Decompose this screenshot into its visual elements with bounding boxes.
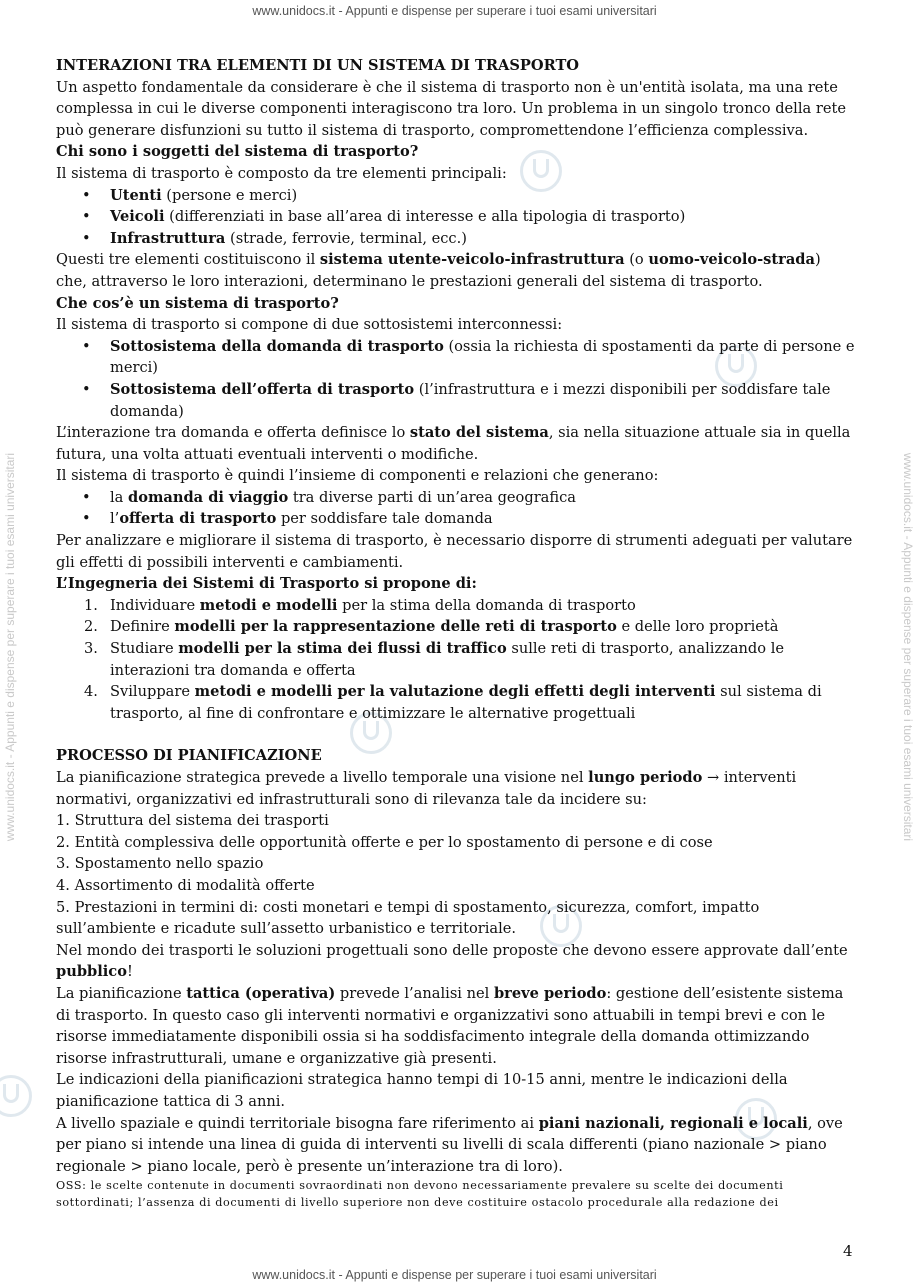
paragraph: Un aspetto fondamentale da considerare è che il sistema di trasporto non è un'entità isolata, ma una rete complessa in cui le diverse componenti interagiscono tra loro. Un problema in un singolo tronco della rete può generare disfunzioni su tutto il sistema di trasporto, compromettendone l’efficienza complessiva. xyxy=(56,78,846,139)
goals-list xyxy=(56,595,856,725)
paragraph: Il sistema di trasporto si compone di due sottosistemi interconnessi: xyxy=(56,316,563,334)
list-item: 4. Sviluppare metodi e modelli per la valutazione degli effetti degli interventi sul sistema di trasporto, al fine di confrontare e ottimizzare le alternative progettuali xyxy=(84,683,822,722)
watermark-logo-icon xyxy=(0,1075,32,1117)
list-item: • Utenti (persone e merci) xyxy=(56,185,856,207)
section-title: PROCESSO DI PIANIFICAZIONE xyxy=(56,747,322,765)
paragraph: Il sistema di trasporto è composto da tre elementi principali: xyxy=(56,164,507,182)
list-item: 2. Entità complessiva delle opportunità offerte e per lo spostamento di persone e di cose xyxy=(56,833,713,851)
list-item: 5. Prestazioni in termini di: costi monetari e tempi di spostamento, sicurezza, comfort, impatto sull’ambiente e ricadute sull’assetto urbanistico e territoriale. xyxy=(56,898,760,938)
generates-list xyxy=(56,487,856,530)
list-item: 3. Spostamento nello spazio xyxy=(56,855,264,873)
list-item: 1. Individuare metodi e modelli per la stima della domanda di trasporto xyxy=(84,596,636,614)
paragraph: La pianificazione tattica (operativa) prevede l’analisi nel breve periodo: gestione dell’esistente sistema di trasporto. In questo caso gli interventi normativi e organizzativi sono attuabili in tempi brevi e con le risorse immediatamente disponibili ossia si ha soddisfacimento integrale della domanda ottimizzando risorse infrastrutturali, umane e organizzative già presenti. xyxy=(56,984,844,1067)
subheading: Che cos’è un sistema di trasporto? xyxy=(56,294,339,312)
subheading: Chi sono i soggetti del sistema di trasporto? xyxy=(56,143,419,161)
paragraph: Per analizzare e migliorare il sistema di trasporto, è necessario disporre di strumenti adeguati per valutare gli effetti di possibili interventi e cambiamenti. xyxy=(56,532,853,571)
page-number: 4 xyxy=(843,1242,853,1260)
paragraph: Questi tre elementi costituiscono il sistema utente-veicolo-infrastruttura (o uomo-veicolo-strada) che, attraverso le loro interazioni, determinano le prestazioni generali del sistema di trasporto. xyxy=(56,251,821,290)
list-item: 2. Definire modelli per la rappresentazione delle reti di trasporto e delle loro proprietà xyxy=(84,618,779,636)
list-item: • la domanda di viaggio tra diverse parti di un’area geografica xyxy=(56,487,856,509)
list-item: • Veicoli (differenziati in base all’area di interesse e alla tipologia di trasporto) xyxy=(56,206,856,228)
paragraph: Il sistema di trasporto è quindi l’insieme di componenti e relazioni che generano: xyxy=(56,467,659,485)
header-banner: www.unidocs.it - Appunti e dispense per superare i tuoi esami universitari xyxy=(252,4,657,18)
list-item: • l’offerta di trasporto per soddisfare tale domanda xyxy=(56,508,856,530)
paragraph: La pianificazione strategica prevede a livello temporale una visione nel lungo periodo → interventi normativi, organizzativi ed infrastrutturali sono di rilevanza tale da incidere su: xyxy=(56,769,797,808)
section-title: INTERAZIONI TRA ELEMENTI DI UN SISTEMA DI TRASPORTO xyxy=(56,57,580,74)
footer-banner: www.unidocs.it - Appunti e dispense per superare i tuoi esami universitari xyxy=(252,1268,657,1282)
paragraph: L’interazione tra domanda e offerta definisce lo stato del sistema, sia nella situazione attuale sia in quella futura, una volta attuati eventuali interventi o modifiche. xyxy=(56,424,851,463)
list-item: 4. Assortimento di modalità offerte xyxy=(56,876,315,894)
paragraph: Nel mondo dei trasporti le soluzioni progettuali sono delle proposte che devono essere approvate dall’ente pubblico! xyxy=(56,941,848,981)
elements-list xyxy=(56,185,856,250)
subheading: L’Ingegneria dei Sistemi di Trasporto si propone di: xyxy=(56,575,477,593)
list-item: 1. Struttura del sistema dei trasporti xyxy=(56,812,329,830)
list-item: • Sottosistema dell’offerta di trasporto (l’infrastruttura e i mezzi disponibili per soddisfare tale domanda) xyxy=(56,379,856,422)
paragraph: A livello spaziale e quindi territoriale bisogna fare riferimento ai piani nazionali, regionali e locali, ove per piano si intende una linea di guida di interventi su livelli di scala differenti (piano nazionale > piano regionale > piano locale, però è presente un’interazione tra di loro). xyxy=(56,1114,843,1175)
list-item: 3. Studiare modelli per la stima dei flussi di traffico sulle reti di trasporto, analizzando le interazioni tra domanda e offerta xyxy=(84,640,785,679)
left-side-watermark: www.unidocs.it - Appunti e dispense per superare i tuoi esami universitari xyxy=(3,452,17,842)
list-item: • Sottosistema della domanda di trasporto (ossia la richiesta di spostamenti da parte di persone e merci) xyxy=(56,336,856,379)
right-side-watermark: www.unidocs.it - Appunti e dispense per superare i tuoi esami universitari xyxy=(901,452,915,842)
paragraph: Le indicazioni della pianificazioni strategica hanno tempi di 10-15 anni, mentre le indicazioni della pianificazione tattica di 3 anni. xyxy=(56,1071,788,1110)
subsystems-list xyxy=(56,336,856,422)
oss-note: OSS: le scelte contenute in documenti sovraordinati non devono necessariamente prevalere su scelte dei documenti sottordinati; l’assenza di documenti di livello superiore non deve costituire ostacolo procedurale alla redazione dei xyxy=(56,1179,784,1210)
list-item: • Infrastruttura (strade, ferrovie, terminal, ecc.) xyxy=(56,228,856,250)
document-body xyxy=(56,55,856,1211)
